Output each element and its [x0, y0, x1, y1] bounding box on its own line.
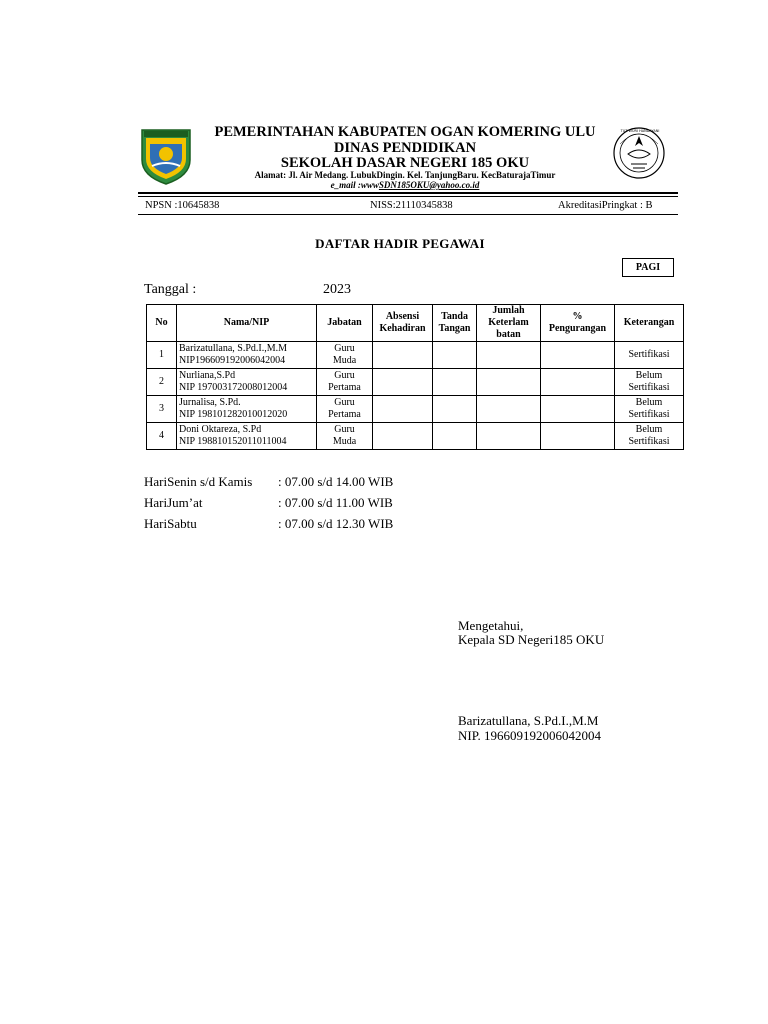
cell-absensi[interactable]: [373, 369, 433, 396]
npsn-text: NPSN :10645838: [145, 200, 220, 211]
col-header-jumlah-keterlambatan: Jumlah Keterlam batan: [477, 305, 541, 342]
schedule-time: : 07.00 s/d 12.30 WIB: [278, 516, 394, 531]
email-value: SDN185OKU@yahoo.co.id: [378, 180, 480, 190]
cell-pengurangan[interactable]: [541, 423, 615, 450]
cell-absensi[interactable]: [373, 423, 433, 450]
employee-nip: NIP 198101282010012020: [179, 409, 288, 420]
row-nama-nip: [177, 396, 317, 423]
header-department: DINAS PENDIDIKAN: [333, 140, 477, 156]
keterangan-line1: Sertifikasi: [628, 349, 670, 360]
schedule-day: HariSenin s/d Kamis: [144, 474, 253, 489]
employee-name: Nurliana,S.Pd: [179, 370, 236, 381]
schedule-time: : 07.00 s/d 14.00 WIB: [278, 474, 394, 489]
cell-jumlah-keterlambatan[interactable]: [477, 396, 541, 423]
row-nama-nip: [177, 369, 317, 396]
row-keterangan: [615, 396, 684, 423]
header-email: [190, 180, 620, 190]
col-header-absensi: Absensi Kehadiran: [373, 305, 433, 342]
cell-absensi[interactable]: [373, 342, 433, 369]
jabatan-line1: Guru: [334, 424, 355, 435]
row-nama-nip: [177, 423, 317, 450]
tut-wuri-handayani-logo: [608, 126, 670, 180]
attendance-table: [146, 304, 684, 450]
row-keterangan: [615, 369, 684, 396]
ids-underline: [138, 214, 678, 215]
cell-absensi[interactable]: [373, 396, 433, 423]
col-header-pengurangan: % Pengurangan: [541, 305, 615, 342]
cell-jumlah-keterlambatan[interactable]: [477, 369, 541, 396]
row-jabatan: [317, 423, 373, 450]
cell-pengurangan[interactable]: [541, 342, 615, 369]
cell-tanda-tangan[interactable]: [433, 396, 477, 423]
akreditasi-text: AkreditasiPringkat : B: [558, 200, 653, 211]
regional-emblem-logo: [138, 126, 194, 186]
cell-jumlah-keterlambatan[interactable]: [477, 342, 541, 369]
signature-name: Barizatullana, S.Pd.I.,M.M: [458, 713, 599, 728]
employee-nip: NIP 197003172008012004: [179, 382, 288, 393]
signature-position: Kepala SD Negeri185 OKU: [458, 632, 605, 647]
row-nama-nip: [177, 342, 317, 369]
cell-jumlah-keterlambatan[interactable]: [477, 423, 541, 450]
table-row: [147, 423, 684, 450]
schedule-day: HariSabtu: [144, 516, 197, 531]
row-jabatan: [317, 396, 373, 423]
header-divider: [138, 192, 678, 194]
email-label: e_mail :www: [330, 180, 379, 190]
jabatan-line2: Muda: [332, 436, 357, 447]
keterangan-line1: Belum: [635, 424, 663, 435]
schedule-time: : 07.00 s/d 11.00 WIB: [278, 495, 393, 510]
date-year: 2023: [323, 282, 351, 297]
employee-nip: NIP 198810152011011004: [179, 436, 287, 447]
niss-text: NISS:21110345838: [370, 200, 453, 211]
document-title: DAFTAR HADIR PEGAWAI: [315, 236, 485, 251]
employee-nip: NIP196609192006042004: [179, 355, 286, 366]
date-label: Tanggal :: [144, 282, 197, 297]
col-header-keterangan: Keterangan: [615, 305, 684, 342]
cell-tanda-tangan[interactable]: [433, 423, 477, 450]
session-badge: PAGI: [622, 258, 674, 277]
employee-name: Doni Oktareza, S.Pd: [179, 424, 262, 435]
table-row: [147, 369, 684, 396]
row-no: 1: [147, 342, 177, 369]
cell-pengurangan[interactable]: [541, 369, 615, 396]
col-header-no: No: [147, 305, 177, 342]
col-header-tanda-tangan: Tanda Tangan: [433, 305, 477, 342]
row-no: 2: [147, 369, 177, 396]
employee-name: Jurnalisa, S.Pd.: [179, 397, 241, 408]
signature-nip: NIP. 196609192006042004: [458, 728, 602, 743]
table-header-row: [147, 305, 684, 342]
jabatan-line2: Muda: [332, 355, 357, 366]
col-header-nama: Nama/NIP: [177, 305, 317, 342]
keterangan-line2: Sertifikasi: [628, 382, 670, 393]
jabatan-line1: Guru: [334, 343, 355, 354]
row-jabatan: [317, 369, 373, 396]
logo-motto-text: TUT WURI HANDAYANI: [620, 129, 660, 133]
jabatan-line2: Pertama: [328, 382, 361, 393]
row-jabatan: [317, 342, 373, 369]
table-row: [147, 396, 684, 423]
header-school: SEKOLAH DASAR NEGERI 185 OKU: [280, 155, 530, 171]
schedule-day: HariJum’at: [144, 495, 203, 510]
header-address: Alamat: Jl. Air Medang. LubukDingin. Kel. TanjungBaru. KecBaturajaTimur: [254, 170, 556, 180]
row-keterangan: [615, 423, 684, 450]
keterangan-line1: Belum: [635, 370, 663, 381]
header-government: PEMERINTAHAN KABUPATEN OGAN KOMERING ULU: [214, 124, 596, 140]
table-row: [147, 342, 684, 369]
row-no: 4: [147, 423, 177, 450]
jabatan-line1: Guru: [334, 397, 355, 408]
keterangan-line2: Sertifikasi: [628, 436, 670, 447]
keterangan-line2: Sertifikasi: [628, 409, 670, 420]
cell-pengurangan[interactable]: [541, 396, 615, 423]
cell-tanda-tangan[interactable]: [433, 369, 477, 396]
signature-acknowledged: Mengetahui,: [458, 618, 524, 633]
jabatan-line1: Guru: [334, 370, 355, 381]
row-no: 3: [147, 396, 177, 423]
row-keterangan: [615, 342, 684, 369]
keterangan-line1: Belum: [635, 397, 663, 408]
col-header-jabatan: Jabatan: [317, 305, 373, 342]
header-divider-thin: [138, 196, 678, 197]
jabatan-line2: Pertama: [328, 409, 361, 420]
cell-tanda-tangan[interactable]: [433, 342, 477, 369]
employee-name: Barizatullana, S.Pd.I.,M.M: [179, 343, 288, 354]
